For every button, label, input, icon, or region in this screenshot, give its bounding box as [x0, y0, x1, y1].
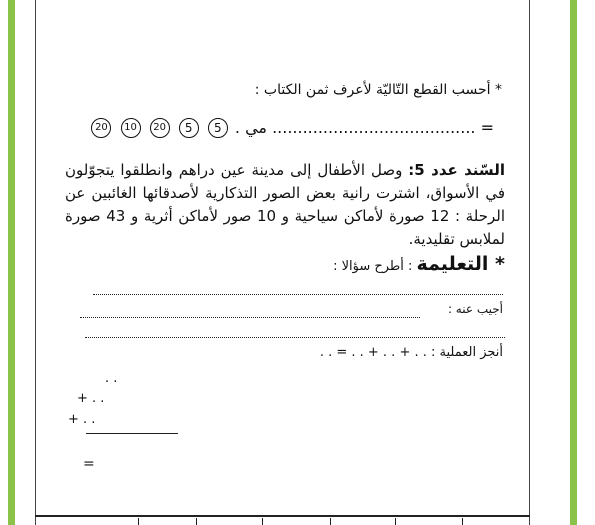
answer-line[interactable] [80, 316, 420, 318]
task-instruction [333, 253, 505, 275]
coin-price-row [89, 117, 500, 138]
right-border-bar [570, 0, 577, 525]
table-cell-divider [462, 518, 463, 525]
task-title: * التعليمة [416, 253, 505, 275]
operation-label: أنجز العملية : . . + . . + . . = . . [319, 345, 503, 360]
calc-row-1: . . [105, 371, 118, 386]
coin-20-icon: 20 [150, 118, 170, 138]
coin-20-icon: 20 [91, 118, 111, 138]
coin-10-icon: 10 [121, 118, 141, 138]
coin-5-icon: 5 [179, 118, 199, 138]
calc-row-3: + . . [68, 412, 96, 427]
context-label: السّند عدد 5: [408, 161, 505, 179]
context-paragraph [65, 159, 505, 251]
bottom-table-border [35, 515, 530, 517]
calc-row-2: + . . [77, 391, 105, 406]
task-subtitle: : أطرح سؤالا : [333, 259, 413, 274]
table-cell-divider [395, 518, 396, 525]
answer-label: أجيب عنه : [447, 302, 503, 316]
table-cell-divider [330, 518, 331, 525]
context-text: وصل الأطفال إلى مدينة عين دراهم وانطلقوا يتجوّلون في الأسواق، اشترت رانية بعض الصور التذكارية لأصدقائها الغائبين عن الرحلة : 12 صورة لأماكن سياحية و 10 صور لأماكن أثرية و 43 صورة لملابس تقليدية. [65, 161, 505, 248]
left-border-bar [8, 0, 15, 525]
coin-5-icon: 5 [208, 118, 228, 138]
left-margin-line [35, 0, 36, 525]
calc-sum-line [86, 433, 178, 434]
calc-result: = [83, 456, 95, 472]
table-cell-divider [196, 518, 197, 525]
table-cell-divider [262, 518, 263, 525]
question-answer-line[interactable] [93, 293, 503, 295]
table-cell-divider [138, 518, 139, 525]
instruction-compute-coins: * أحسب القطع التّاليّة لأعرف ثمن الكتاب : [254, 82, 502, 98]
answer-line-2[interactable] [85, 336, 505, 338]
right-margin-line [529, 0, 530, 525]
price-answer-blank[interactable]: = ........................................ مي . [234, 118, 494, 137]
